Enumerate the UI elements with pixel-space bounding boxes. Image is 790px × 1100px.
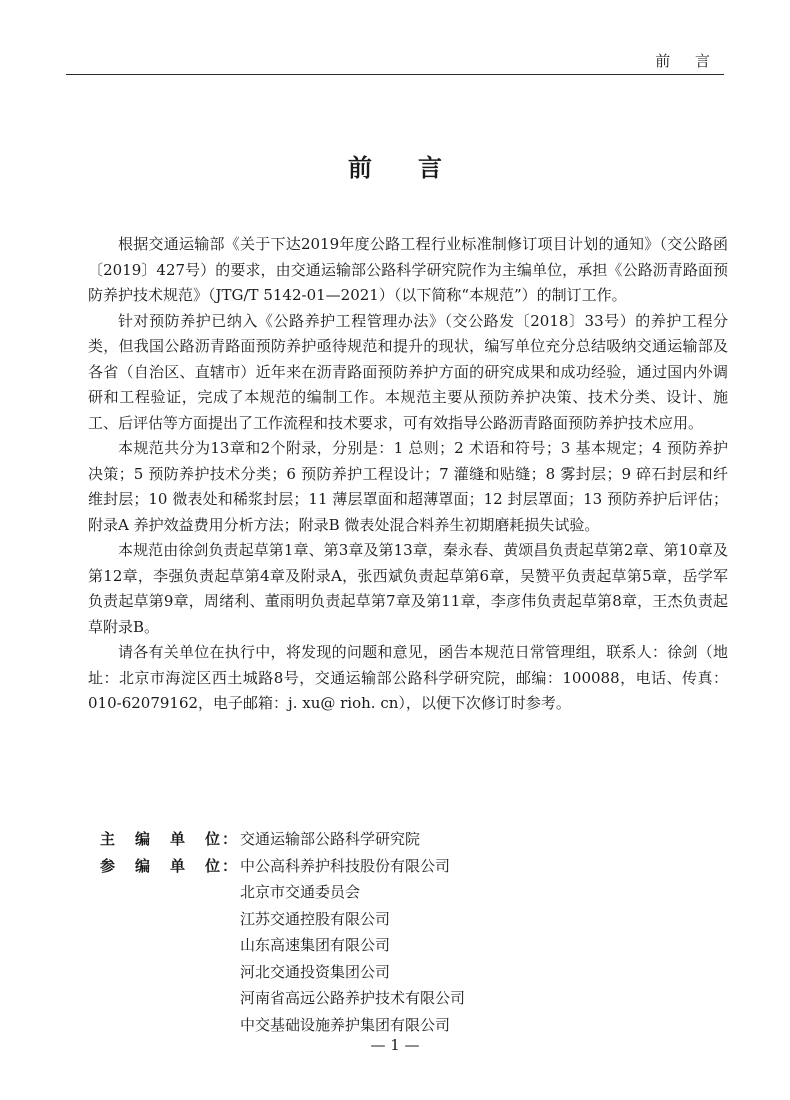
- participating-editors-list: [240, 853, 465, 1039]
- preface-body: [88, 232, 728, 717]
- list-item: 河南省高远公路养护技术有限公司: [240, 989, 466, 1007]
- header-section-label: 前 言: [655, 52, 720, 70]
- list-item: 河北交通投资集团公司: [240, 962, 391, 981]
- page-number: — 1 —: [370, 1036, 420, 1054]
- paragraph-structure: 本规范共分为13章和2个附录，分别是：1 总则；2 术语和符号；3 基本规定；4 预防养护决策；5 预防养护技术分类；6 预防养护工程设计；7 灌缝和贴缝；8 雾封层；9 碎石封层和纤维封层；10 微表处和稀浆封层；11 薄层罩面和超薄罩面；12 封层罩面；13 预防养护后评估；附录A 养护效益费用分析方法；附录B 微表处混合料养生初期磨耗损失试验。: [88, 439, 728, 534]
- list-item: 中交基础设施养护集团有限公司: [240, 1015, 451, 1034]
- participating-editors-colon: ：: [222, 856, 238, 875]
- chief-editor-row: [100, 826, 465, 853]
- paragraph-purpose: 针对预防养护已纳入《公路养护工程管理办法》（交公路发〔2018〕33号）的养护工程分类，但我国公路沥青路面预防养护亟待规范和提升的现状，编写单位充分总结吸纳交通运输部及各省（自治区、直辖市）近年来在沥青路面预防养护方面的研究成果和成功经验，通过国内外调研和工程验证，完成了本规范的编制工作。本规范主要从预防养护决策、技术分类、设计、施工、后评估等方面提出了工作流程和技术要求，可有效指导公路沥青路面预防养护技术应用。: [88, 311, 728, 432]
- list-item: 北京市交通委员会: [240, 883, 361, 901]
- participating-editors-row: [100, 853, 465, 1039]
- page-title: 前言: [348, 154, 488, 182]
- list-item: 江苏交通控股有限公司: [240, 909, 391, 928]
- running-header: [66, 44, 724, 75]
- participating-editors-role: 参编单位: [100, 856, 220, 875]
- paragraph-drafters: 本规范由徐剑负责起草第1章、第3章及第13章，秦永春、黄颂昌负责起草第2章、第10章及第12章，李强负责起草第4章及附录A，张西斌负责起草第6章，吴赞平负责起草第5章，岳学军负责起草第9章，周绪利、董雨明负责起草第7章及第11章，李彦伟负责起草第8章，王杰负责起草附录B。: [88, 541, 728, 636]
- chief-editor-colon: ：: [222, 830, 238, 848]
- chief-editor-org: 交通运输部公路科学研究院: [240, 830, 421, 848]
- editor-units: [100, 826, 465, 1038]
- paragraph-contact: 请各有关单位在执行中，将发现的问题和意见，函告本规范日常管理组，联系人：徐剑（地址：北京市海淀区西土城路8号，交通运输部公路科学研究院，邮编：100088，电话、传真：010-62079162，电子邮箱：j. xu@ rioh. cn），以便下次修订时参考。: [88, 643, 728, 712]
- paragraph-background: 根据交通运输部《关于下达2019年度公路工程行业标准制修订项目计划的通知》（交公路函〔2019〕427号）的要求，由交通运输部公路科学研究院作为主编单位，承担《公路沥青路面预防养护技术规范》（JTG/T 5142-01—2021）（以下简称“本规范”）的制订工作。: [88, 235, 728, 304]
- list-item: 山东高速集团有限公司: [240, 936, 391, 954]
- chief-editor-role: 主编单位: [100, 830, 220, 848]
- list-item: 中公高科养护科技股份有限公司: [240, 856, 451, 875]
